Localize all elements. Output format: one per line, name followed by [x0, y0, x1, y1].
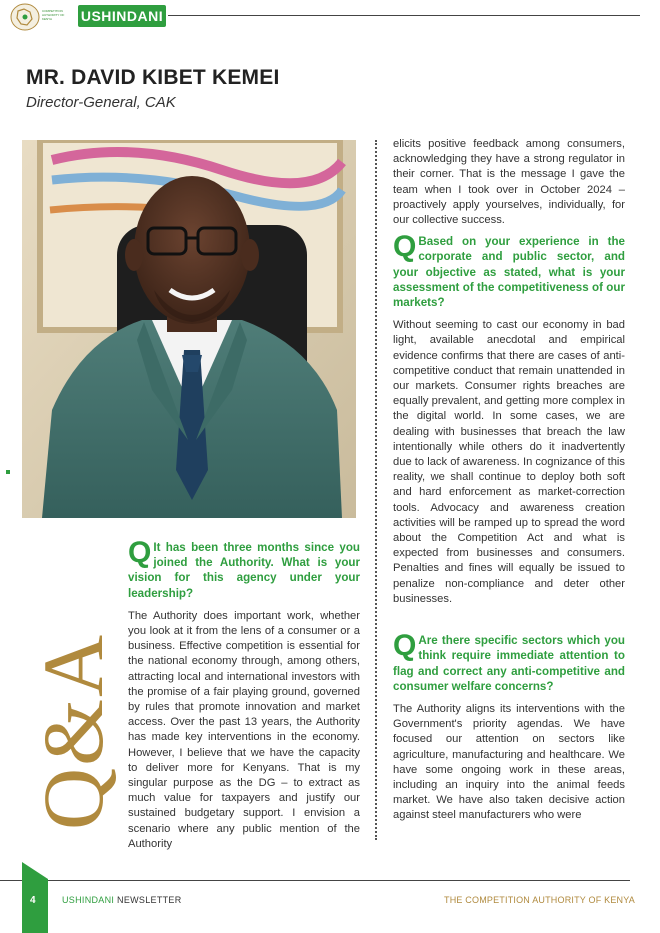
- footer-rule: [0, 880, 630, 881]
- q-letter: Q: [128, 536, 152, 569]
- answer-1: The Authority does important work, whether you look at it from the lens of a consumer or a business. Effective competition is essential for the national economy through, among others, attracting local and international investors with the promise of a fair playing ground, governed by rules that promote innovation and market access. Over the past 13 years, the Authority has made key interventions in the economy. However, I believe that we have the capacity to deliver more for Kenyans. That is my singular purpose as the DG – to extract as much value for taxpayers and justify our sustained budgetary support. I envision a scenario where any public mention of the Authority: [128, 609, 360, 850]
- answer-2: Without seeming to cast our economy in bad light, available anecdotal and empirical evidence confirms that there are cases of anti-competitive conduct that remain unattended in our markets. Consumer rights breaches are equally prevalent, and getting more complex in the digital world. In some cases, we are dealing with businesses that breach the law intentionally while others do it inadvertently due to lack of awareness. In cognizance of this reality, we shall continue to deploy both soft and hard enforcement as market-correction tools. Advocacy and awareness creation activities will be ramped up to spread the word about the Competition Act and what is expected from businesses and consumers. Penalties and fines will equally be issued to penalize non-compliance and deter other businesses.: [393, 319, 625, 605]
- seal-text: COMPETITION AUTHORITY OF KENYA: [42, 9, 65, 21]
- newsletter-word: NEWSLETTER: [117, 895, 182, 905]
- newsletter-label: [62, 895, 182, 905]
- question-3: [393, 629, 625, 694]
- kenya-seal-icon: [10, 3, 40, 31]
- answer-1-continued: elicits positive feedback among consumers, acknowledging they have a strong regulator in their corner. That is the message I gave the team when I took over in October 2024 – proactively apply yourselves, individually, for our collective success.: [393, 138, 625, 227]
- person-title: Director-General, CAK: [26, 94, 176, 111]
- logo-block: [10, 3, 166, 31]
- header-rule: [168, 15, 640, 16]
- left-column: [128, 536, 360, 858]
- question-text: It has been three months since you joined the Authority. What is your vision for this agency under your leadership?: [128, 541, 360, 600]
- answer-3: The Authority aligns its interventions with the Government's priority agendas. We have focused our attention on sectors like agriculture, manufacturing and healthcare. We have some ongoing work in these areas, including an inquiry into the animal feeds market. We have also taken decisive action against steel manufacturers who were: [393, 702, 625, 822]
- page-number: 4: [30, 895, 36, 906]
- newsletter-brand: USHINDANI: [62, 895, 115, 905]
- question-1: [128, 536, 360, 601]
- q-letter: Q: [393, 230, 417, 264]
- column-divider: [375, 140, 377, 840]
- organization-name: THE COMPETITION AUTHORITY OF KENYA: [444, 895, 635, 905]
- portrait-photo: [22, 140, 356, 518]
- brand-logo: USHINDANI: [78, 5, 166, 27]
- question-text: Are there specific sectors which you think require immediate attention to flag and correct any anti-competitive and consumer welfare concerns?: [393, 634, 625, 693]
- question-2: [393, 230, 625, 310]
- person-name: MR. DAVID KIBET KEMEI: [26, 66, 280, 89]
- accent-dot: [6, 470, 10, 474]
- question-text: Based on your experience in the corporate and public sector, and your objective as stated, what is your assessment of the competitiveness of our markets?: [393, 235, 625, 310]
- right-column: [393, 137, 625, 830]
- q-letter: Q: [393, 629, 417, 663]
- section-label-qa: Q&A: [25, 632, 121, 830]
